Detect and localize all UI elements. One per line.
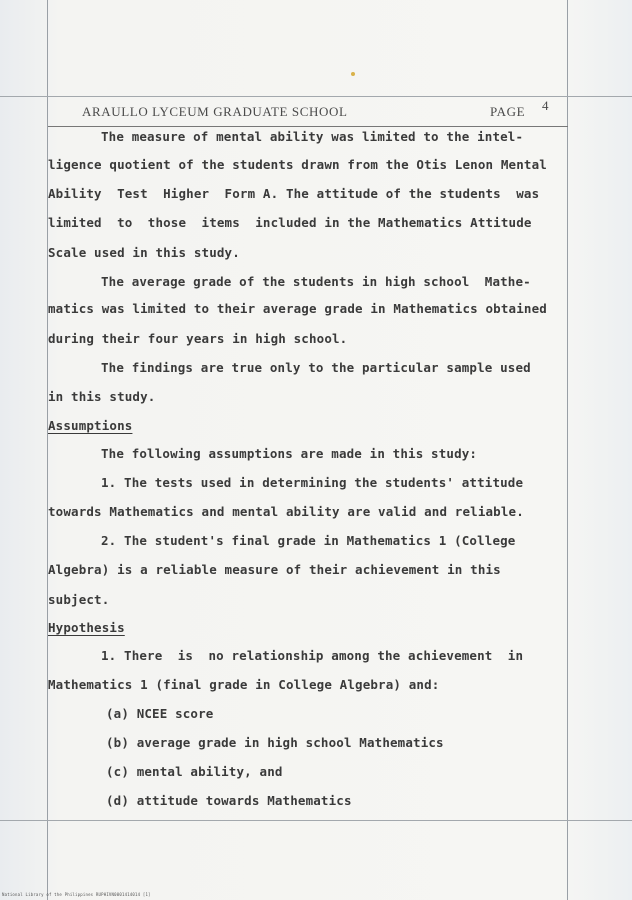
header-rule [48, 126, 568, 127]
text-line: during their four years in high school. [48, 331, 348, 346]
page-number: 4 [542, 98, 550, 113]
text-line: Ability Test Higher Form A. The attitude of the students was [48, 186, 540, 201]
text-line: The average grade of the students in high school Mathe- [101, 274, 531, 289]
school-name: ARAULLO LYCEUM GRADUATE SCHOOL [82, 104, 348, 119]
text-line: towards Mathematics and mental ability are valid and reliable. [48, 504, 524, 519]
text-line: 1. The tests used in determining the students' attitude [101, 475, 524, 490]
text-line: subject. [48, 592, 110, 607]
text-line: The findings are true only to the particular sample used [101, 360, 531, 375]
archive-footer: National Library of the Philippines RUPHIVN0001414014 [1] [2, 892, 151, 897]
text-line: Scale used in this study. [48, 245, 240, 260]
text-line: Algebra) is a reliable measure of their achievement in this [48, 562, 501, 577]
list-item: (b) average grade in high school Mathematics [106, 735, 444, 750]
text-line: 1. There is no relationship among the achievement in [101, 648, 524, 663]
list-item: (c) mental ability, and [106, 764, 283, 779]
text-line: The measure of mental ability was limited to the intel- [101, 129, 524, 144]
list-item: (a) NCEE score [106, 706, 214, 721]
list-item: (d) attitude towards Mathematics [106, 793, 352, 808]
fold-line-top [0, 96, 632, 97]
text-line: 2. The student's final grade in Mathematics 1 (College [101, 533, 516, 548]
margin-line-right [567, 0, 568, 900]
page-label: PAGE [490, 104, 526, 119]
fold-line-bottom [0, 820, 632, 821]
text-line: limited to those items included in the Mathematics Attitude [48, 215, 532, 230]
text-line: ligence quotient of the students drawn from the Otis Lenon Mental [48, 157, 547, 172]
section-heading-assumptions: Assumptions [48, 418, 133, 433]
margin-line-left [47, 0, 48, 900]
section-heading-hypothesis: Hypothesis [48, 620, 125, 635]
text-line: The following assumptions are made in this study: [101, 446, 478, 461]
text-line: in this study. [48, 389, 156, 404]
ink-speck [351, 72, 355, 76]
text-line: matics was limited to their average grade in Mathematics obtained [48, 301, 547, 316]
text-line: Mathematics 1 (final grade in College Algebra) and: [48, 677, 440, 692]
